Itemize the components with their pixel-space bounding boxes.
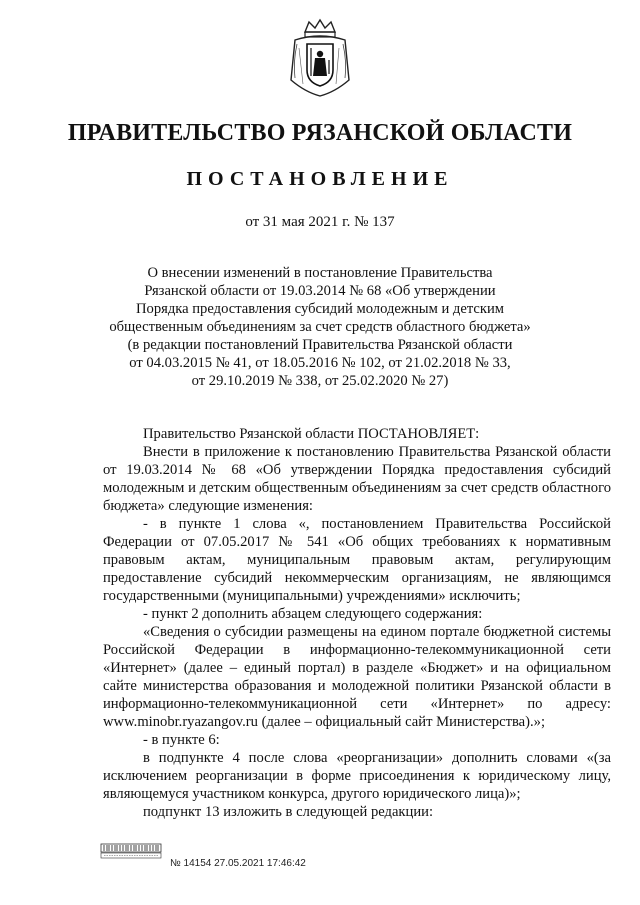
body-paragraph: подпункт 13 изложить в следующей редакции: <box>143 804 434 820</box>
subject-line: Порядка предоставления субсидий молодежным и детским <box>135 301 504 317</box>
document-body <box>103 425 611 821</box>
subject-line: от 04.03.2015 № 41, от 18.05.2016 № 102, от 21.02.2018 № 33, <box>129 355 511 371</box>
registration-stamp: № 14154 27.05.2021 17:46:42 <box>170 858 306 869</box>
ryazan-coat-of-arms-icon <box>287 18 353 98</box>
document-subject <box>70 264 570 390</box>
body-paragraph: Правительство Рязанской области ПОСТАНОВЛЯЕТ: <box>143 426 480 442</box>
document-date-number: от 31 мая 2021 г. № 137 <box>245 214 395 230</box>
body-paragraph: - пункт 2 дополнить абзацем следующего содержания: <box>143 606 483 622</box>
organization-title: ПРАВИТЕЛЬСТВО РЯЗАНСКОЙ ОБЛАСТИ <box>67 120 573 146</box>
subject-line: О внесении изменений в постановление Правительства <box>147 265 493 281</box>
body-paragraph: - в пункте 1 слова «, постановлением Правительства Российской Федерации от 07.05.2017 № 541 «Об общих требованиях к нормативным правовым актам, муниципальным правовым актам, регулирующим предоставление субсидий некоммерческим организациям, не являющимся государственными (муниципальными) учреждениями» исключить; <box>103 516 611 604</box>
barcode-stamp-icon <box>100 843 162 859</box>
body-paragraph: Внести в приложение к постановлению Правительства Рязанской области от 19.03.2014 № 68 «Об утверждении Порядка предоставления субсидий молодежным и детским общественным объединениям за счет средств областного бюджета» следующие изменения: <box>103 444 611 514</box>
subject-line: Рязанской области от 19.03.2014 № 68 «Об утверждении <box>144 283 496 299</box>
subject-line: от 29.10.2019 № 338, от 25.02.2020 № 27) <box>191 373 449 389</box>
subject-line: (в редакции постановлений Правительства Рязанской области <box>127 337 513 353</box>
body-paragraph: - в пункте 6: <box>143 732 220 748</box>
body-paragraph: в подпункте 4 после слова «реорганизации» дополнить словами «(за исключением реорганизации в форме присоединения к юридическому лицу, являющемуся участником конкурса, другого юридического лица)»; <box>103 750 611 802</box>
subject-line: общественным объединениям за счет средств областного бюджета» <box>109 319 531 335</box>
body-paragraph: «Сведения о субсидии размещены на едином портале бюджетной системы Российской Федерации в информационно-телекоммуникационной сети «Интернет» (далее – единый портал) в разделе «Бюджет» и на официальном сайте министерства образования и молодежной политики Рязанской области в информационно-телекоммуникационной сети «Интернет» по адресу: www.minobr.ryazangov.ru (далее – официальный сайт Министерства).»; <box>103 624 611 730</box>
document-type: ПОСТАНОВЛЕНИЕ <box>186 168 454 190</box>
